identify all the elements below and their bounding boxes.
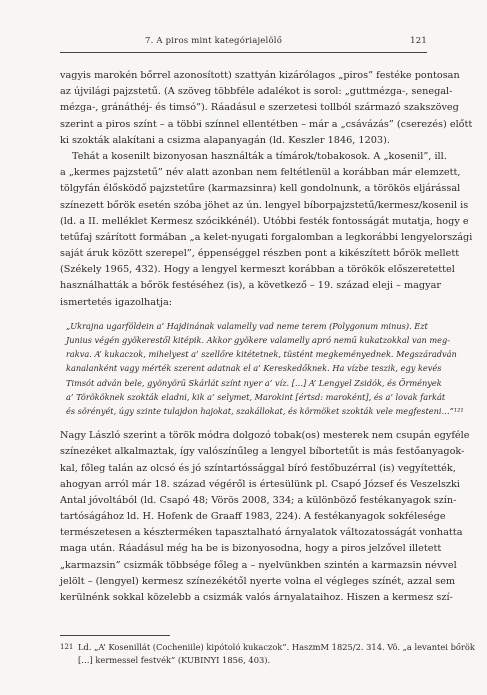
block-quote (66, 319, 464, 418)
paragraph-2 (60, 149, 473, 311)
text-line: „karmazsin” csizmák többsége főleg a – nyelvünkben szintén a karmazsin névvel (60, 559, 457, 571)
quote-line: „Ukrajna ugarföldein a’ Hajdinának valamelly vad neme terem (Polygonum minus). Ezt (66, 320, 428, 331)
text-line: a „kermes pajzstetű” név alatt azonban nem feltétlenül a korábban már elemzett, (60, 167, 461, 179)
text-line: Antal jóvoltából (ld. Csapó 48; Vörös 2008, 334; a különböző festékanyagok szín- (60, 494, 457, 506)
page-number: 121 (410, 36, 427, 46)
text-line: maga után. Ráadásul még ha be is bizonyosodna, hogy a piros jelzővel illetett (60, 543, 442, 555)
text-line: mézga-, gránáthéj- és timsó”). Ráadásul e szerzetesi tollból származó szakszöveg (60, 102, 459, 114)
text-line: ahogyan arról már 18. század végéről is értesülünk pl. Csapó József és Veszelszki (60, 478, 460, 490)
text-line: ismertetés igazolhatja: (60, 296, 172, 308)
paragraph-1 (60, 68, 473, 149)
text-line: ki szokták alakítani a csizma alapanyagán (ld. Keszler 1846, 1203). (60, 134, 390, 146)
text-line: (Székely 1965, 432). Hogy a lengyel kermeszt korábban a törökök előszeretettel (60, 264, 455, 276)
header-rule (60, 52, 427, 53)
text-line: színezéket alkalmaztak, így valószínűleg a lengyel bíbortetűt is más festőanyagok- (60, 446, 465, 458)
text-line: színezett bőrök esetén szóba jöhet az ún. lengyel bíborpajzstetű/kermesz/kosenil is (60, 199, 469, 211)
text-line: tartóságához ld. H. Hofenk de Graaff 1983, 224). A festékanyagok sokfélesége (60, 511, 446, 523)
text-line: használhatták a bőrök festéséhez (is), a következő – 19. század eleji – magyar (60, 280, 442, 292)
text-line: természetesen a készterméken tapasztalható árnyalatok változatosságát vonhatta (60, 527, 463, 539)
text-line: szerint a piros színt – a többi színnel ellentétben – már a „csávázás” (cserezés) előtt (60, 118, 473, 130)
text-line: vagyis marokén bőrrel azonosított) szattyán kizárólagos „piros” festéke pontosan (60, 70, 460, 81)
text-line: jelölt – (lengyel) kermesz színezékétől nyerte volna el végleges színét, azzal sem (60, 575, 456, 587)
quote-line: a’ Törököknek szokták eladni, kik a’ selymet, Marokint [értsd: maroként], és a’ lovak farkát (66, 391, 446, 402)
text-line: tölgyfán élősködő pajzstetűre (karmazsinra) kell gondolnunk, a törökös eljárással (60, 183, 461, 195)
text-line: Tehát a kosenilt bizonyosan használták a tímárok/tobakosok. A „kosenil”, ill. (72, 150, 447, 162)
text-line: (ld. a II. melléklet Kermesz szócikkénél). Utóbbi festék fontosságát mutatja, hogy e (60, 215, 469, 227)
quote-line: kanalanként vagy mérték szerent adatnak el a’ Kereskedőknek. Ha vízbe teszik, egy kevés (66, 363, 442, 374)
quote-line: rakva. A’ kukaczok, mihelyest a’ szellőre kitétetnek, tüstént megkeményednek. Megszáradván (66, 349, 457, 360)
quote-line: Junius végén gyökerestől kitépik. Akkor gyökere valamelly apró nemű kukatzokkal van meg- (66, 335, 450, 345)
footnote-number: 121 (60, 643, 74, 651)
running-head-title: 7. A piros mint kategóriajelölő (144, 36, 283, 46)
text-line: tetűfaj szárított formában „a kelet-nyugati forgalomban a legkorábbi lengyelországi (60, 231, 473, 243)
footnote (60, 641, 475, 666)
footnote-text: […] kermessel festvék” (KUBINYI 1856, 403). (78, 654, 271, 665)
running-head (60, 36, 427, 50)
text-line: saját áruk között szerepel”, éppenséggel részben pont a kikészített bőrök mellett (60, 248, 460, 260)
text-line: kal, főleg talán az olcsó és jó színtartóssággal bíró festőbuzérral (is) vegyítették, (60, 462, 456, 474)
text-line: Nagy László szerint a török módra dolgozó tobak(os) mesterek nem csupán egyféle (60, 430, 470, 442)
text-line: az újvilági pajzstetű. (A szöveg többféle adalékot is sorol: „guttmézga-, senegal- (60, 86, 453, 98)
main-text (60, 68, 473, 606)
text-line: kerülnénk sokkal közelebb a csizmák valós árnyalataihoz. Hiszen a kermesz szí- (60, 592, 453, 603)
footnote-text: Ld. „A’ Kosenillát (Cocheniile) kipótoló kukaczok”. HaszmM 1825/2. 314. Vö. „a levantei bőrök (78, 642, 475, 652)
quote-line: és sörényét, úgy szinte tulajdon hajokat, szakállokat, és körmöket szokták vele megfesteni…”¹²¹ (66, 405, 464, 416)
quote-line: Timsót adván bele, gyönyörű Skárlát színt nyer a’ víz. […] A’ Lengyel Zsidók, és Örmények (66, 377, 442, 388)
footnote-rule (60, 635, 170, 636)
paragraph-3 (60, 428, 470, 606)
